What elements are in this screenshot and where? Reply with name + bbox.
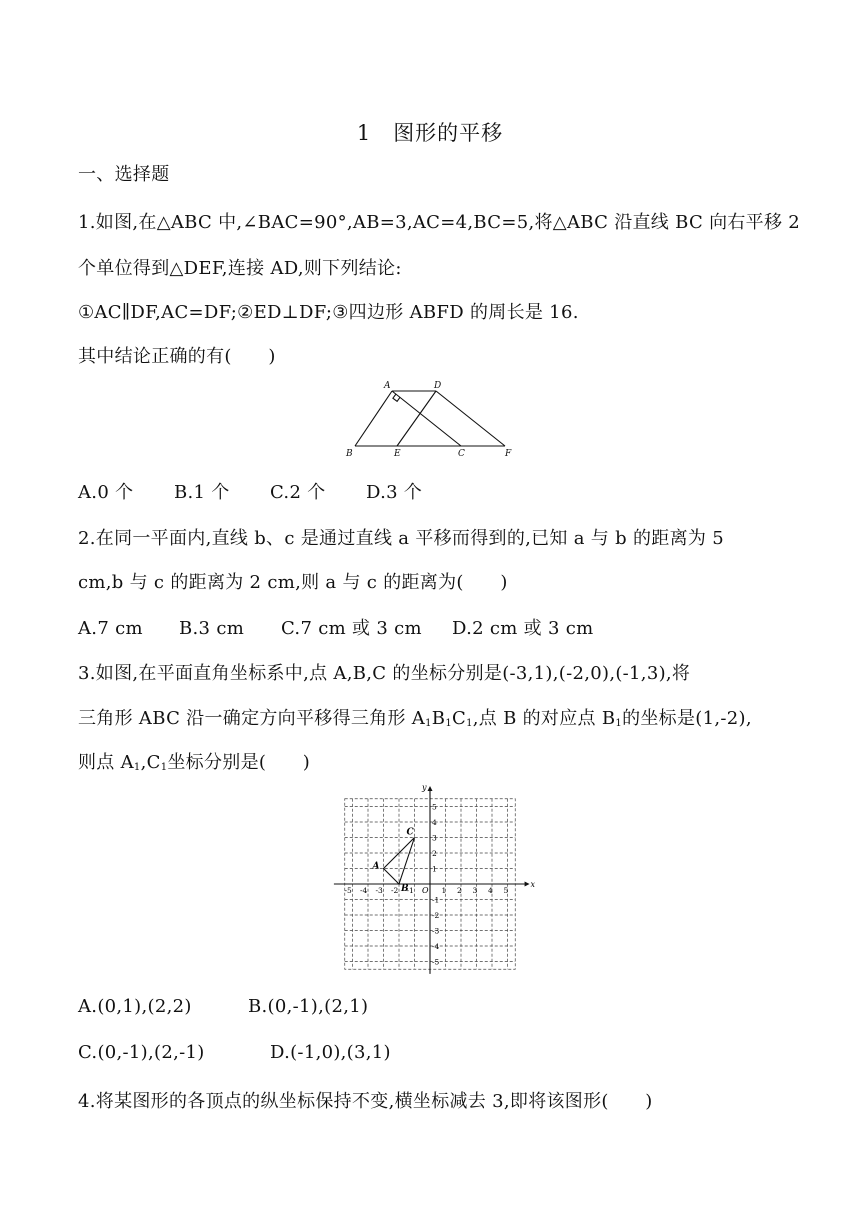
q3-option-d[interactable]: D.(-1,0),(3,1)	[270, 1042, 391, 1063]
y-tick-label: -1	[432, 895, 440, 905]
point-label-b: B	[401, 884, 409, 894]
x-axis-arrow	[525, 882, 530, 887]
q3-option-a[interactable]: A.(0,1),(2,2)	[78, 996, 192, 1017]
y-axis-label: y	[422, 783, 427, 792]
label-e: E	[394, 449, 401, 459]
q3-option-b[interactable]: B.(0,-1),(2,1)	[248, 996, 369, 1017]
q1-figure	[340, 376, 520, 460]
q3-options-row1	[78, 996, 368, 1017]
q1-options	[78, 478, 422, 504]
subscript: 1	[615, 718, 623, 729]
label-f: F	[505, 449, 512, 459]
title-number: 1	[356, 121, 372, 145]
q3-line3-part: 则点 A	[78, 752, 134, 773]
q3-line2	[78, 704, 752, 730]
coordinate-graph	[328, 783, 536, 970]
q3-line2-part: ,点 B 的对应点 B	[472, 708, 616, 729]
segment-df	[436, 391, 505, 446]
q1-option-c[interactable]: C.2 个	[270, 482, 326, 503]
q1-option-a[interactable]: A.0 个	[78, 482, 134, 503]
y-tick-label: -2	[432, 911, 440, 920]
label-d: D	[434, 381, 442, 391]
y-tick-label: 4	[432, 818, 437, 827]
q1-option-b[interactable]: B.1 个	[174, 482, 230, 503]
q2-option-c[interactable]: C.7 cm 或 3 cm	[281, 618, 422, 639]
q2-option-a[interactable]: A.7 cm	[78, 618, 143, 639]
q1-option-d[interactable]: D.3 个	[366, 482, 423, 503]
y-tick-label: -4	[432, 942, 440, 951]
x-tick-label: 2	[457, 886, 462, 895]
q3-line2-part: 的坐标是(1,-2),	[622, 708, 752, 729]
q3-line3-part: ,C	[140, 752, 161, 773]
q2-line1: 2.在同一平面内,直线 b、c 是通过直线 a 平移而得到的,已知 a 与 b 的距离为 5	[78, 528, 724, 549]
label-c: C	[458, 449, 465, 459]
origin-label: O	[422, 886, 429, 895]
y-tick-label: 1	[432, 864, 437, 874]
q2-option-d[interactable]: D.2 cm 或 3 cm	[452, 618, 594, 639]
q2-options	[78, 614, 594, 640]
y-tick-label: 3	[432, 833, 437, 843]
x-tick-label: -1	[406, 886, 414, 895]
q2-line2: cm,b 与 c 的距离为 2 cm,则 a 与 c 的距离为( )	[78, 572, 508, 593]
label-b: B	[346, 449, 353, 459]
x-tick-label: -4	[360, 886, 368, 895]
y-tick-label: -5	[432, 957, 440, 967]
q3-line2-part: B	[431, 708, 446, 729]
q1-line2: 个单位得到△DEF,连接 AD,则下列结论:	[78, 258, 402, 279]
y-tick-label: 2	[432, 849, 437, 858]
x-tick-label: 3	[472, 886, 478, 895]
x-tick-label: 5	[503, 886, 509, 895]
q1-line3: ①AC∥DF,AC=DF;②ED⊥DF;③四边形 ABFD 的周长是 16.	[78, 302, 579, 323]
q2-option-b[interactable]: B.3 cm	[179, 618, 245, 639]
y-tick-label: 5	[432, 802, 437, 812]
y-axis-arrow	[428, 786, 433, 791]
q1-line4: 其中结论正确的有( )	[78, 346, 276, 367]
q3-line3	[78, 748, 310, 774]
q3-line3-part: 坐标分别是( )	[167, 752, 311, 773]
x-axis-label: x	[530, 880, 536, 889]
title-text: 图形的平移	[393, 121, 504, 145]
q3-line2-part: C	[451, 708, 467, 729]
label-a: A	[384, 381, 391, 391]
subscript: 1	[160, 762, 168, 773]
q4-line1: 4.将某图形的各顶点的纵坐标保持不变,横坐标减去 3,即将该图形( )	[78, 1091, 653, 1112]
q3-options-row2	[78, 1042, 391, 1063]
x-tick-label: -5	[344, 886, 352, 895]
subscript: 1	[445, 718, 452, 729]
q3-option-c[interactable]: C.(0,-1),(2,-1)	[78, 1042, 205, 1063]
x-tick-label: 4	[488, 886, 493, 895]
q3-line2-part: 三角形 ABC 沿一确定方向平移得三角形 A	[78, 708, 426, 729]
subscript: 1	[466, 718, 473, 729]
q1-line1: 1.如图,在△ABC 中,∠BAC=90°,AB=3,AC=4,BC=5,将△ABC 沿直线 BC 向右平移 2	[78, 212, 801, 233]
subscript: 1	[425, 718, 432, 729]
page-title	[0, 117, 860, 147]
point-label-c: C	[406, 827, 414, 838]
point-label-a: A	[372, 861, 380, 872]
x-tick-label: 1	[441, 886, 447, 895]
x-tick-label: -2	[391, 886, 399, 895]
subscript: 1	[133, 762, 141, 773]
section-heading: 一、选择题	[78, 164, 170, 185]
segment-ab	[355, 391, 392, 446]
q3-line1: 3.如图,在平面直角坐标系中,点 A,B,C 的坐标分别是(-3,1),(-2,0),(-1,3),将	[78, 663, 691, 684]
x-tick-label: -3	[375, 886, 383, 895]
y-tick-label: -3	[432, 926, 440, 936]
